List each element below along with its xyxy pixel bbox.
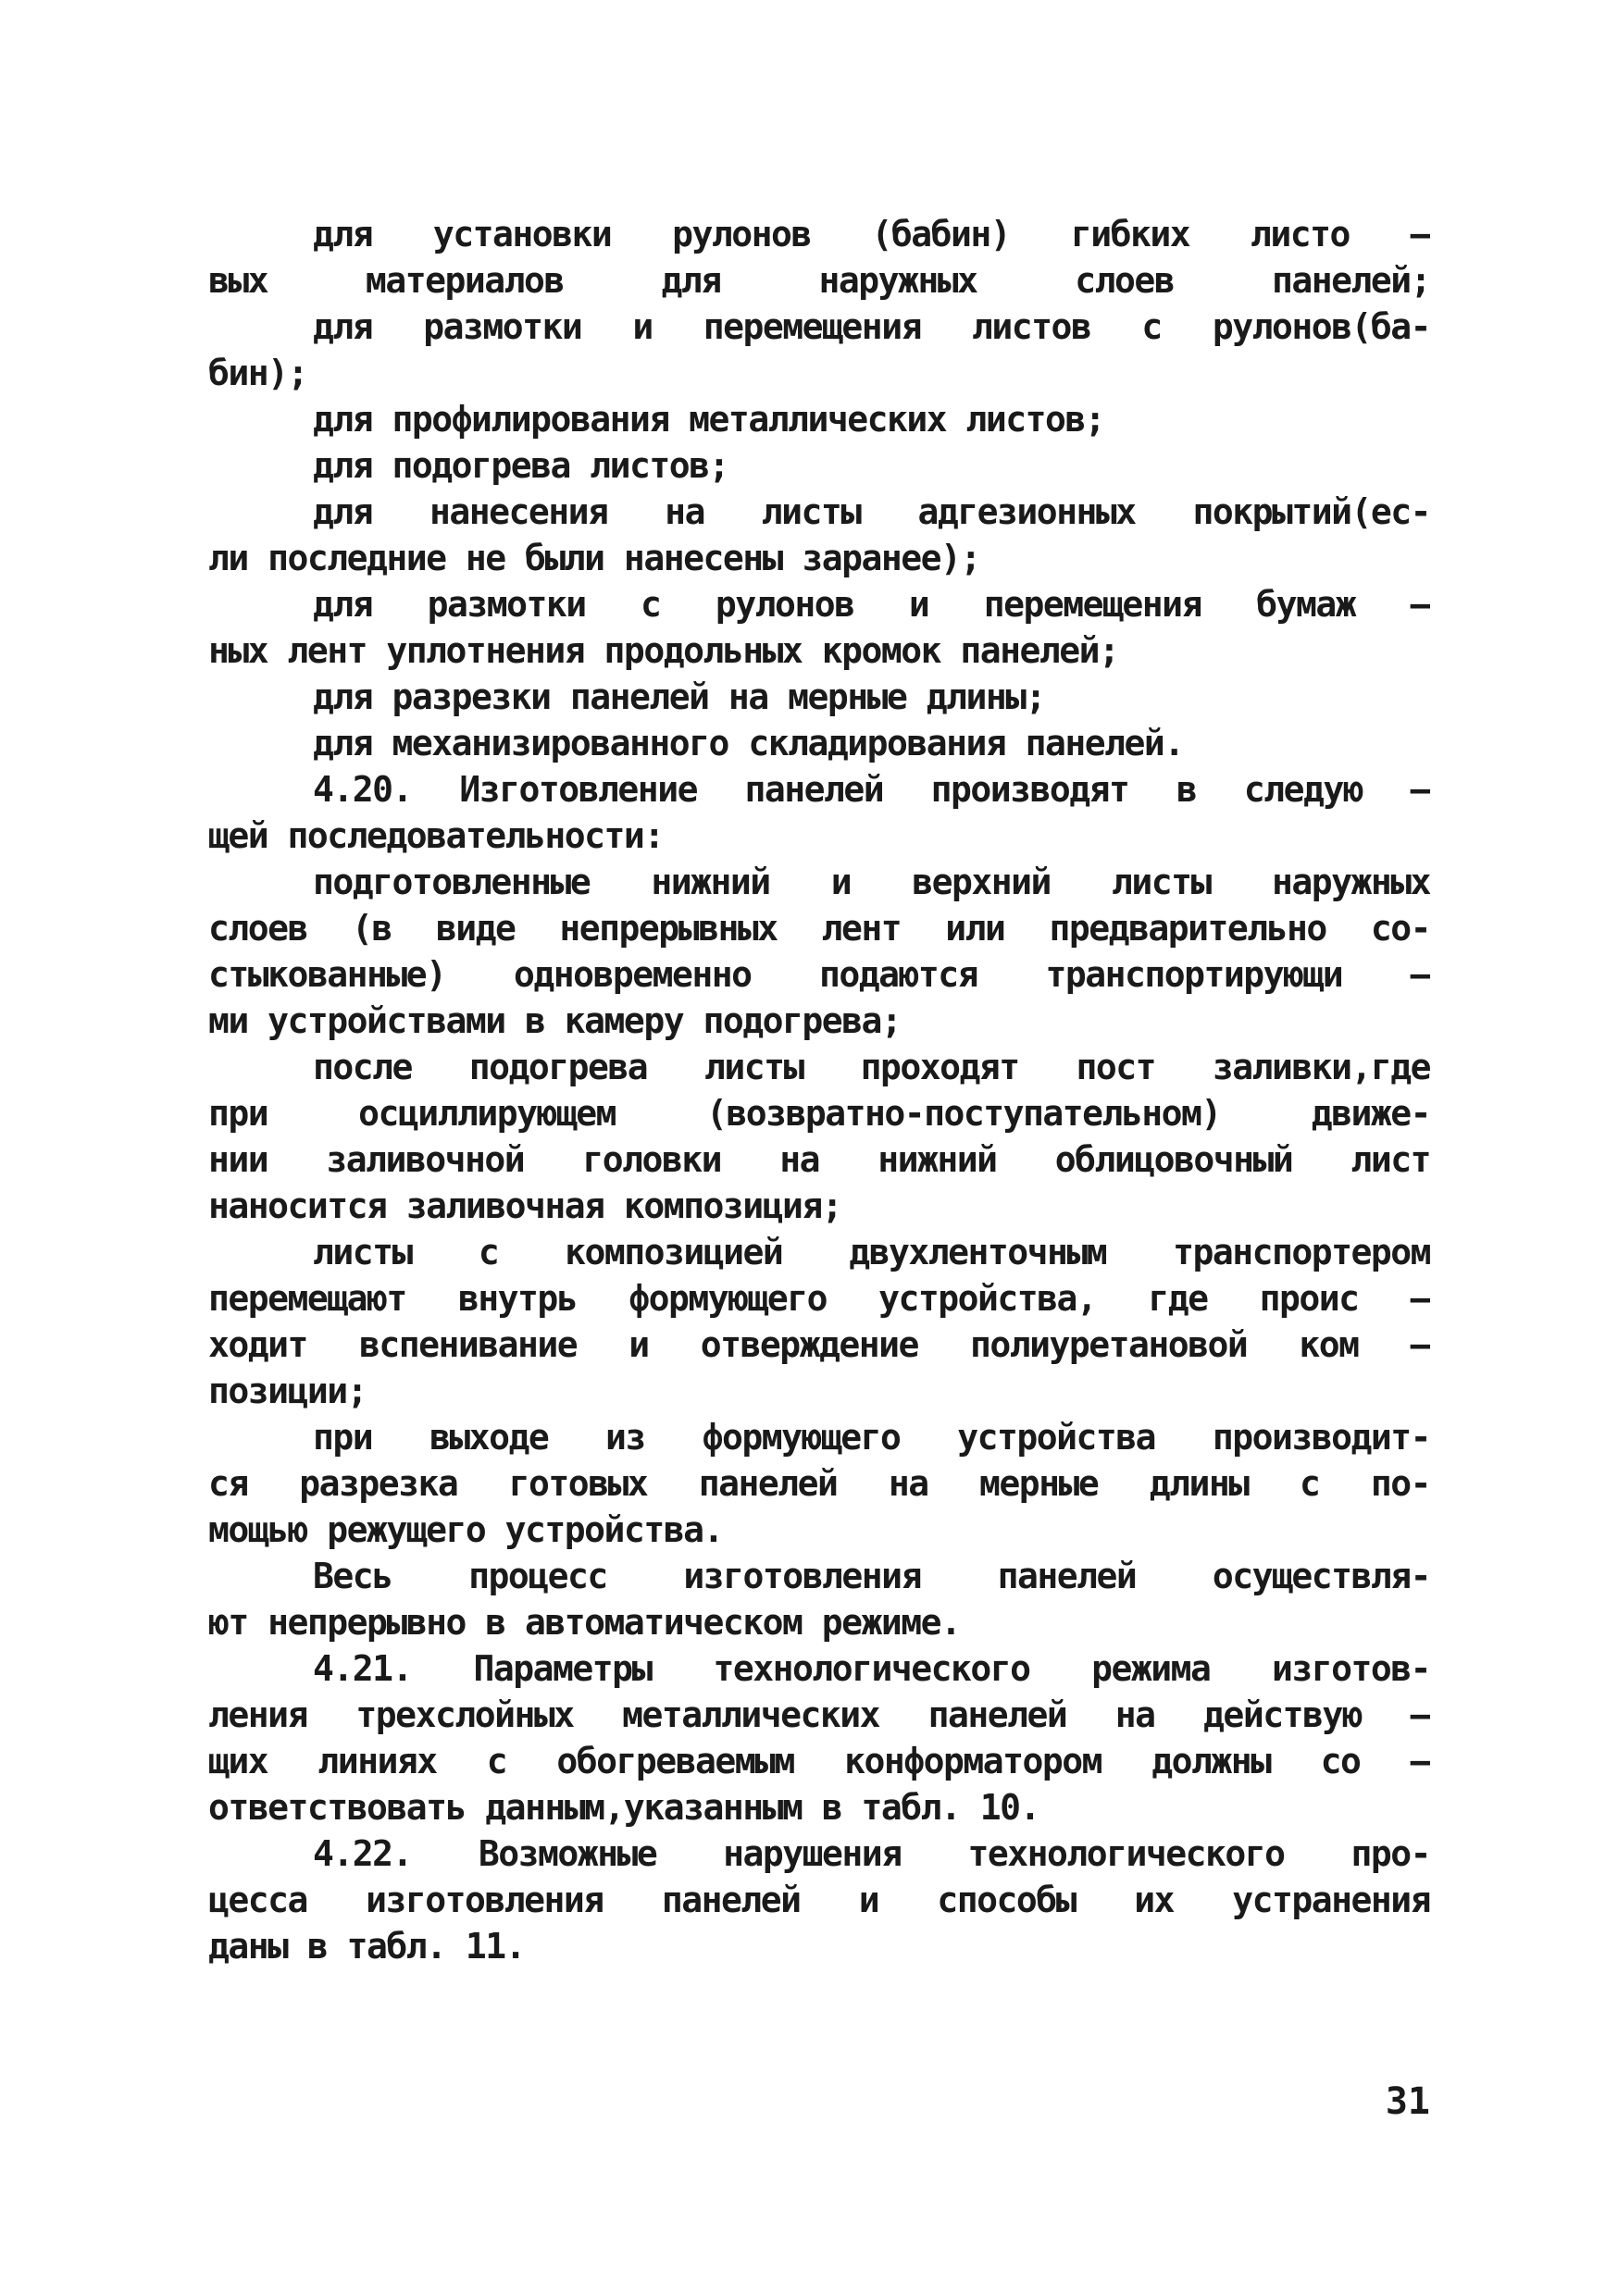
text-line: слоев (в виде непрерывных лент или предварительно со- [208,908,1430,949]
text-line: ных лент уплотнения продольных кромок панелей; [208,630,1119,671]
text-line: для подогрева листов; [313,445,728,486]
text-line: цесса изготовления панелей и способы их устранения [208,1880,1430,1920]
text-line: при осциллирующем (возвратно-поступательном) движе- [208,1093,1430,1134]
text-line: подготовленные нижний и верхний листы наружных [313,862,1430,902]
text-line: ходит вспенивание и отверждение полиуретановой ком – [208,1324,1430,1365]
text-line: вых материалов для наружных слоев панелей; [208,260,1430,301]
text-line: для установки рулонов (бабин) гибких листо – [313,214,1430,254]
text-line: ответствовать данным,указанным в табл. 10. [208,1787,1039,1828]
text-line: для механизированного складирования панелей. [313,723,1184,763]
text-line: ся разрезка готовых панелей на мерные длины с по- [208,1463,1430,1504]
text-line: бин); [208,353,307,393]
text-line: для профилирования металлических листов; [313,399,1105,440]
text-line: мощью режущего устройства. [208,1509,723,1550]
text-line: ми устройствами в камеру подогрева; [208,1000,902,1041]
text-line: для нанесения на листы адгезионных покрытий(ес- [313,491,1430,532]
text-line: для размотки и перемещения листов с рулонов(ба- [313,306,1430,347]
text-line: 4.20. Изготовление панелей производят в следую – [313,769,1430,810]
text-line: после подогрева листы проходят пост заливки,где [313,1047,1430,1087]
text-line: нии заливочной головки на нижний облицовочный лист [208,1139,1430,1180]
text-line: ления трехслойных металлических панелей на действую – [208,1694,1430,1735]
text-line: ли последние не были нанесены заранее); [208,538,980,578]
text-line: листы с композицией двухленточным транспортером [313,1232,1430,1272]
text-line: щей последовательности: [208,815,664,856]
text-line: для разрезки панелей на мерные длины; [313,676,1045,717]
text-line: даны в табл. 11. [208,1926,526,1967]
text-line: щих линиях с обогреваемым конформатором должны со – [208,1741,1430,1781]
text-line: позиции; [208,1371,367,1411]
text-line: при выходе из формующего устройства производит- [313,1417,1430,1458]
text-line: ют непрерывно в автоматическом режиме. [208,1602,961,1643]
page-number: 31 [1385,2080,1430,2123]
text-line: Весь процесс изготовления панелей осуществля- [313,1556,1430,1596]
text-line: стыкованные) одновременно подаются транспортирующи – [208,954,1430,995]
text-line: наносится заливочная композиция; [208,1185,842,1226]
text-line: 4.21. Параметры технологического режима изготов- [313,1648,1430,1689]
text-line: перемещают внутрь формующего устройства, где проис – [208,1278,1430,1319]
text-line: для размотки с рулонов и перемещения бумаж – [313,584,1430,625]
text-line: 4.22. Возможные нарушения технологического про- [313,1833,1430,1874]
